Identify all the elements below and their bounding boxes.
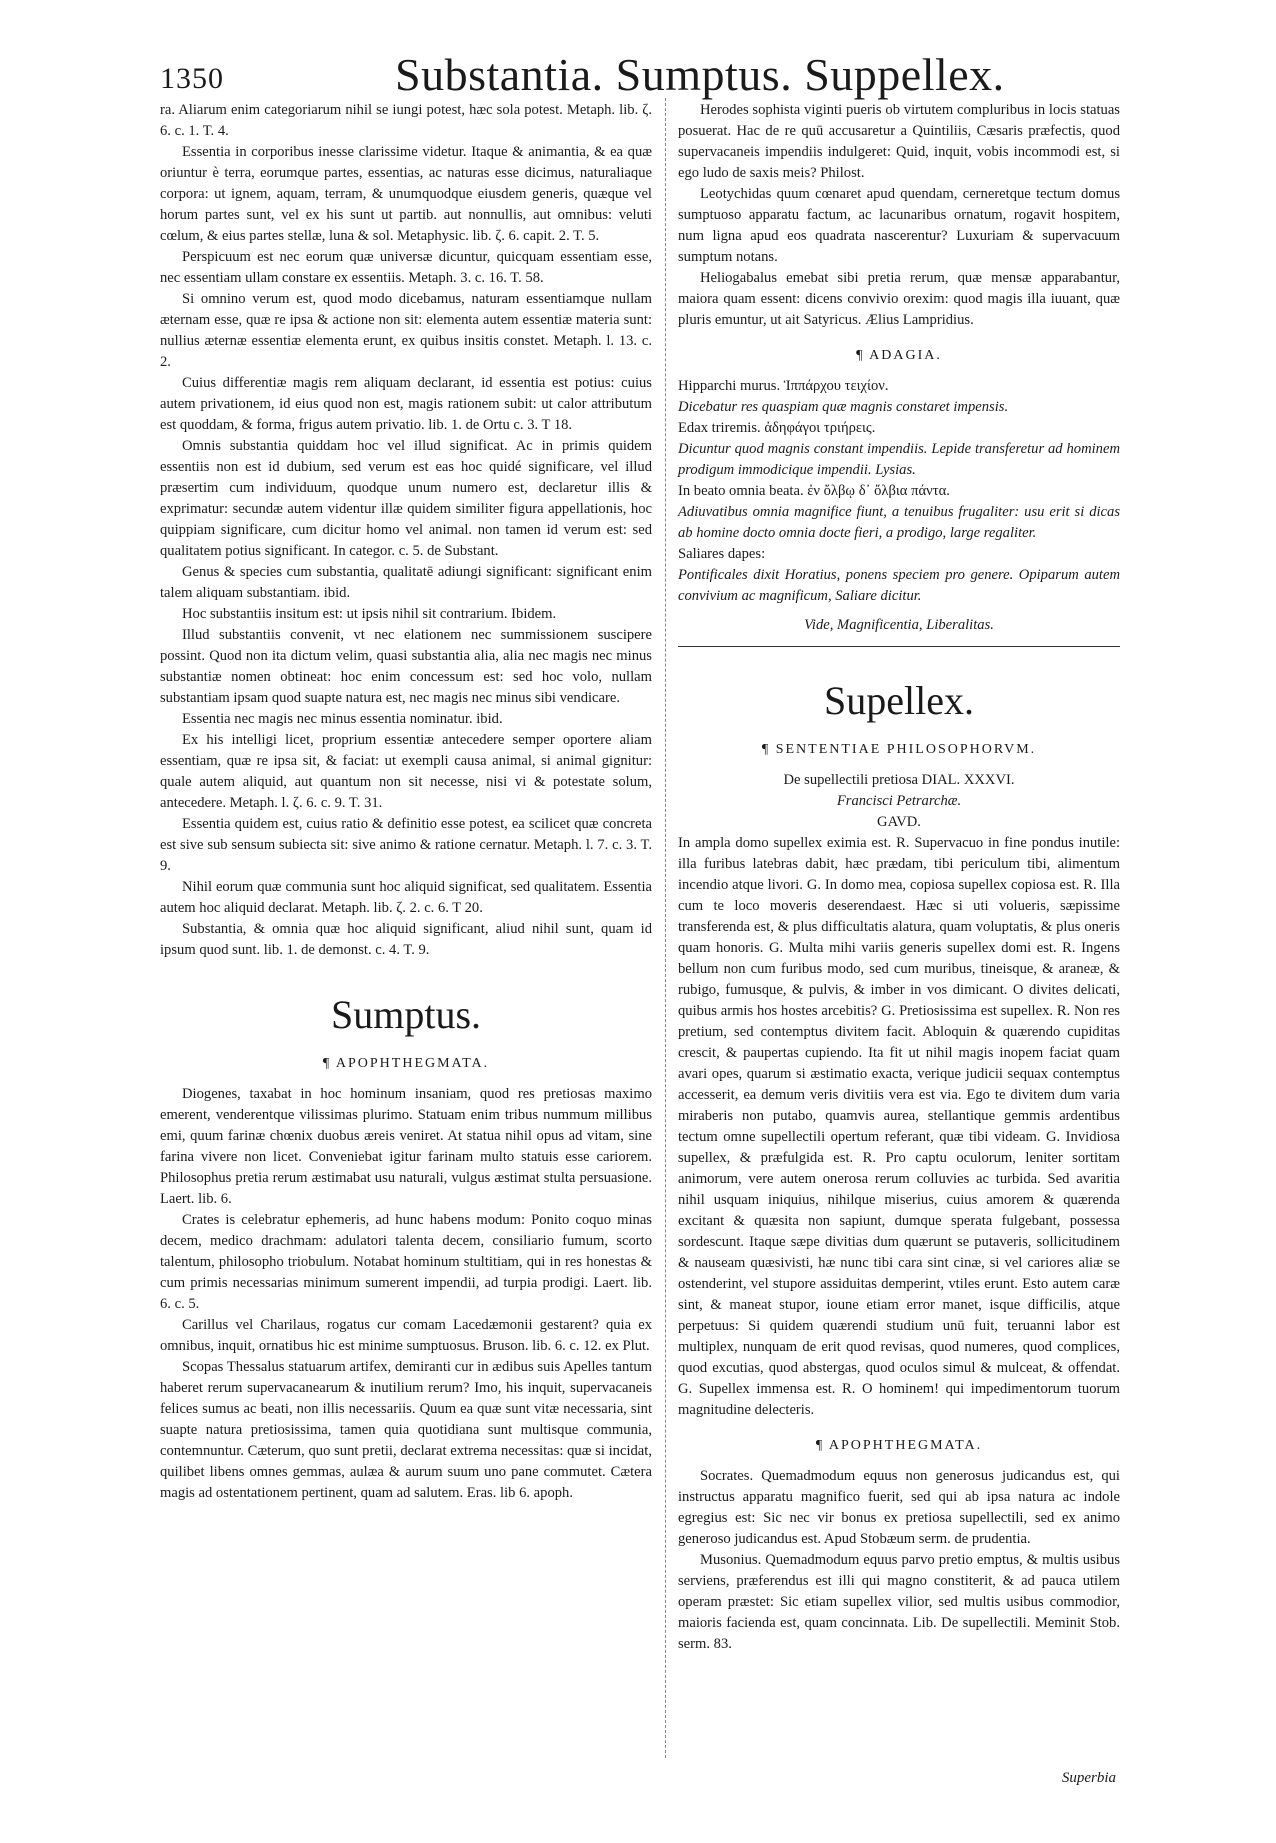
adagium-gloss: Adiuvatibus omnia magnifice fiunt, a tenuibus frugaliter: usu erit si dicas ab homine docto omnia docte fieri, a prodigo, large regaliter. (678, 504, 1120, 541)
substantia-paragraph: Essentia in corporibus inesse clarissime videtur. Itaque & animantia, & ea quæ oriuntur è terra, eorumque partes, essentias, ac naturas esse dicimus, naturaliaque corpora: ut ignem, aquam, terram, & unumquodque eiusdem generis, quæque vel horum partes sunt, vel ex his sunt ut partib. aut nonnullis, aut omnibus: veluti cœlum, & eius partes stellæ, luna & sol. Metaphysic. lib. ζ. 6. capit. 2. T. 5. (160, 144, 652, 244)
section-heading-sumptus: Sumptus. (330, 992, 482, 1037)
sumptus-paragraph: Crates is celebratur ephemeris, ad hunc habens modum: Ponito coquo minas decem, medico drachmam: adulatori talenta decem, consiliario fumum, scorto talentum, philosopho triobulum. Notabat hominum stultitiam, qui in res honestas & cum primis necessarias minimum sumerent impendii, ad turpia prodigi. Laert. lib. 6. c. 5. (160, 1212, 652, 1312)
adagium-gloss: Pontificales dixit Horatius, ponens speciem pro genere. Opiparum autem convivium ac magnificum, Saliare dicitur. (678, 567, 1120, 604)
section-rule (678, 646, 1120, 647)
cross-reference: Vide, Magnificentia, Liberalitas. (804, 617, 994, 633)
substantia-paragraph: Perspicuum est nec eorum quæ universæ dicuntur, quicquam essentiam esse, nec essentiam ullam constare ex essentiis. Metaph. 3. c. 16. T. 58. (160, 249, 652, 286)
page-number: 1350 (160, 62, 224, 95)
adagium: Saliares dapes: (678, 546, 766, 562)
substantia-paragraph: Cuius differentiæ magis rem aliquam declarant, id essentia est potius: cuius autem privationem, id eius quod non est, magis rationem subit: ut calor attributum est quoddam, & forma, frigus autem privatio. lib. 1. de Ortu c. 3. T 18. (160, 375, 652, 433)
adagia-label: ¶ ADAGIA. (856, 348, 942, 363)
catchword: Superbia (1061, 1770, 1116, 1786)
substantia-paragraph: Si omnino verum est, quod modo dicebamus, naturam essentiamque nullam æternam esse, quæ re ipsa & actione non sit: elementa autem essentiæ materia sunt: nullius æternæ essentiæ elementa erunt, ex quibus insitis constet. Metaph. l. 13. c. 2. (160, 291, 652, 370)
supellex-apophthegma: Socrates. Quemadmodum equus non generosus judicandus est, qui instructus apparatu magnifico fuerit, sed qui ab ipsa natura ac indole egregius est: Sic nec vir bonus ex pretiosa supellectili, sed ex animo generoso judicandus est. Apud Stobæum serm. de prudentia. (678, 1468, 1120, 1547)
sumptus-cont-paragraph: Herodes sophista viginti pueris ob virtutem compluribus in locis statuas posuerat. Hac de re quū accusaretur a Quintiliis, Cæsaris præfectis, quod supervacaneis impendiis indulgeret: Quid, inquit, vobis incommodi est, si ego ludo de saxis meis? Philost. (678, 102, 1120, 181)
section-heading-supellex: Supellex. (824, 678, 974, 723)
right-column (678, 100, 1120, 1655)
adagium: Edax triremis. ἀδηφάγοι τριήρεις. (678, 420, 876, 436)
substantia-paragraph: ra. Aliarum enim categoriarum nihil se iungi potest, hæc sola potest. Metaph. lib. ζ. 6. c. 1. T. 4. (160, 102, 652, 139)
substantia-paragraph: Nihil eorum quæ communia sunt hoc aliquid significat, sed qualitatem. Essentia autem hoc aliquid declarat. Metaph. lib. ζ. 2. c. 6. T 20. (160, 879, 652, 916)
substantia-paragraph: Essentia nec magis nec minus essentia nominatur. ibid. (182, 711, 503, 727)
substantia-paragraph: Substantia, & omnia quæ hoc aliquid significant, aliud nihil sunt, quam id ipsum quod sunt. lib. 1. de demonst. c. 4. T. 9. (160, 921, 652, 958)
adagium: Hipparchi murus. Ἱππάρχου τειχίον. (678, 378, 889, 394)
left-column (160, 100, 652, 1504)
sumptus-paragraph: Carillus vel Charilaus, rogatus cur comam Lacedæmonii gestarent? quia ex omnibus, inquit, ornatibus hic est minime sumptuosus. Bruson. lib. 6. c. 12. ex Plut. (160, 1317, 652, 1354)
adagium-gloss: Dicuntur quod magnis constant impendiis. Lepide transferetur ad hominem prodigum immodicique impendii. Lysias. (678, 441, 1120, 478)
dialogue-author: Francisci Petrarchæ. (836, 793, 962, 809)
running-title: Substantia. Sumptus. Suppellex. (395, 49, 1005, 100)
dialogue-text: In ampla domo supellex eximia est. R. Supervacuo in fine pondus inutile: illa furibus latebras dabit, hæc prædam, tibi periculum tibi, alimentum incendio atque livori. G. In domo mea, copiosa supellex copiosa est. R. Illa cum te loco moveris deserendaest. Hæc si uti volueris, sæpissime transferenda est, & plus difficultatis alatura, quam voluptatis, & plus oneris quam honoris. G. Multa mihi variis generis supellex domi est. R. Ingens bellum non cum furibus modo, sed cum muribus, tineisque, & araneæ, & rubigo, fumusque, & pulvis, & imber in vos dimicant. O divites delicati, quibus armis hos hostes arcebitis? G. Pretiosissima est supellex. R. Non res pretium, sed contemptus divitem facit. Abloquin & quærendo cupiditas crescit, & paupertas cupiendo. Ita fit ut nihil magis inopem faciat quam avari opes, quarum si æstimatio exacta, verique judicii sequax contemptus accesserit, ea demum veris divitiis vera est via. Ego te divitem dum varia miraberis non putabo, quamvis aurea, stellantique gemmis ardentibus tectum omne supellectili opertum referant, quæ tibi videam. G. Invidiosa supellex, & præfulgida est. R. Pro captu oculorum, leniter sortitam animorum, vere autem onerosa rerum colluvies ac turbida. Sed avaritia nihil usquam iniquius, nihilque miserius, cuius amorem & quærenda excitant & quæsita non sapiunt, dumque sperata fulgebant, possessa sordescunt. Itaque sæpe divitias dum quærunt se putaveris, sollicitudinem & nauseam quæsivisti, hæ nunc tibi cara sint cinæ, si vel cariores aliæ se ostenderint, vel stupore assiduitas demperint, vtiles erunt. Esto autem caræ sint, & maneat stupor, ioune etiam error manet, isque difficilis, atque perpetuus: Si quidem quærendi studium unū fuit, teruanni labor est multiplex, nunquam de erit quod revisas, quod numeres, quod complices, quod excutias, quod abstergas, quod oculos simul & mulceat, & offendat. G. Supellex immensa est. R. O hominem! qui impedimentorum tuorum magnitudine delecteris. (678, 835, 1120, 1418)
substantia-paragraph: Illud substantiis convenit, vt nec elationem nec summissionem suscipere possint. Quod non ita dictum velim, quasi substantia alia, alia nec magis nec minus substantiæ nomen obtineat: hoc enim concessum est: sed hoc volo, nullam substantiam ipsam quod suapte natura est, nec magis nec minus sibi vendicare. (160, 627, 652, 706)
substantia-paragraph: Ex his intelligi licet, proprium essentiæ antecedere semper oportere aliam essentiam, quæ re ipsa sit, & faciat: ut exempli causa animal, si animal gignitur: quale autem aliquid, aut quantum non sit necesse, nisi vi & potestate solum, antecedere. Metaph. l. ζ. 6. c. 9. T. 31. (160, 732, 652, 811)
sumptus-cont-paragraph: Heliogabalus emebat sibi pretia rerum, quæ mensæ apparabantur, maiora quam essent: dicens convivio orexim: quod magis illa iuuant, quæ pluris emuntur, ut ait Satyricus. Ælius Lampridius. (678, 270, 1120, 328)
dialogue-speaker: GAVD. (877, 814, 921, 830)
substantia-paragraph: Essentia quidem est, cuius ratio & definitio esse potest, ea scilicet quæ concreta est sive sub sensum subiecta sit: sive animo & ratione cernatur. Metaph. l. 7. c. 3. T. 9. (160, 816, 652, 874)
substantia-paragraph: Omnis substantia quiddam hoc vel illud significat. Ac in primis quidem essentiis non est id dubium, sed verum est eas hoc quidé significare, vel illud præsertim cum individuum, quodque unum numero est, declaretur illis & exprimatur: secundæ autem videntur illæ quidem similiter figura appellationis, hoc quippiam significare, cum dicitur homo vel animal. non tamen id verum est: sed qualitatem potius significant. In categor. c. 5. de Substant. (160, 438, 652, 559)
substantia-paragraph: Genus & species cum substantia, qualitatē adiungi significant: significant enim talem aliquam substantiam. ibid. (160, 564, 652, 601)
apophthegmata-label: ¶ APOPHTHEGMATA. (322, 1056, 490, 1071)
apophthegmata-label: ¶ APOPHTHEGMATA. (815, 1438, 983, 1453)
supellex-apophthegma: Musonius. Quemadmodum equus parvo pretio emptus, & multis usibus serviens, præferendus est illi qui magno constiterit, & ad pauca utilem operam præstet: Sic etiam supellex vilior, sed multis usibus commodior, maioris facienda est, quam concinnata. Lib. De supellectili. Meminit Stob. serm. 83. (678, 1552, 1120, 1652)
adagium-gloss: Dicebatur res quaspiam quæ magnis constaret impensis. (678, 399, 1009, 415)
sententiae-label: ¶ SENTENTIAE PHILOSOPHORVM. (761, 742, 1037, 757)
sumptus-cont-paragraph: Leotychidas quum cœnaret apud quendam, cerneretque tectum domus sumptuoso apparatu factum, ac lacunaribus ornatum, rogavit hospitem, num ligna apud eos quadrata nascerentur? Luxuriam & supervacuum sumptum notans. (678, 186, 1120, 265)
sumptus-paragraph: Scopas Thessalus statuarum artifex, demiranti cur in ædibus suis Apelles tantum haberet rerum supervacanearum & inutilium rerum? Imo, his inquit, supervacaneis felices sumus ac beati, non illis necessariis. Quum ea quæ sunt vitæ necessaria, sint suapte natura pretiosissima, tamen quia quotidiana sunt multisque communia, contemnuntur. Cæterum, quo sunt pretii, declarat extrema necessitas: quæ si incidat, quilibet libens omnes gemmas, aulæa & aurum suum uno pane commutet. Cætera magis ad ostentationem pertinent, quam ad salutem. Eras. lib 6. apoph. (160, 1359, 652, 1501)
dialogue-title: De supellectili pretiosa DIAL. XXXVI. (783, 772, 1015, 788)
substantia-paragraph: Hoc substantiis insitum est: ut ipsis nihil sit contrarium. Ibidem. (182, 606, 557, 622)
adagium: In beato omnia beata. ἐν ὄλβῳ δ᾽ ὄλβια πάντα. (678, 483, 950, 499)
sumptus-paragraph: Diogenes, taxabat in hoc hominum insaniam, quod res pretiosas maximo emerent, venderentque vilissimas plurimo. Statuam enim tribus nummum millibus emi, quum farinæ chœnix duobus æreis veniret. At statua nihil opus ad vitam, sine farina vivere non licet. Conveniebat igitur farinam multo statuis esse cariorem. Philosophus pretia rerum æstimabat usu naturali, vulgus æstimat stulta persuasione. Laert. lib. 6. (160, 1086, 652, 1207)
column-divider (665, 98, 667, 1758)
